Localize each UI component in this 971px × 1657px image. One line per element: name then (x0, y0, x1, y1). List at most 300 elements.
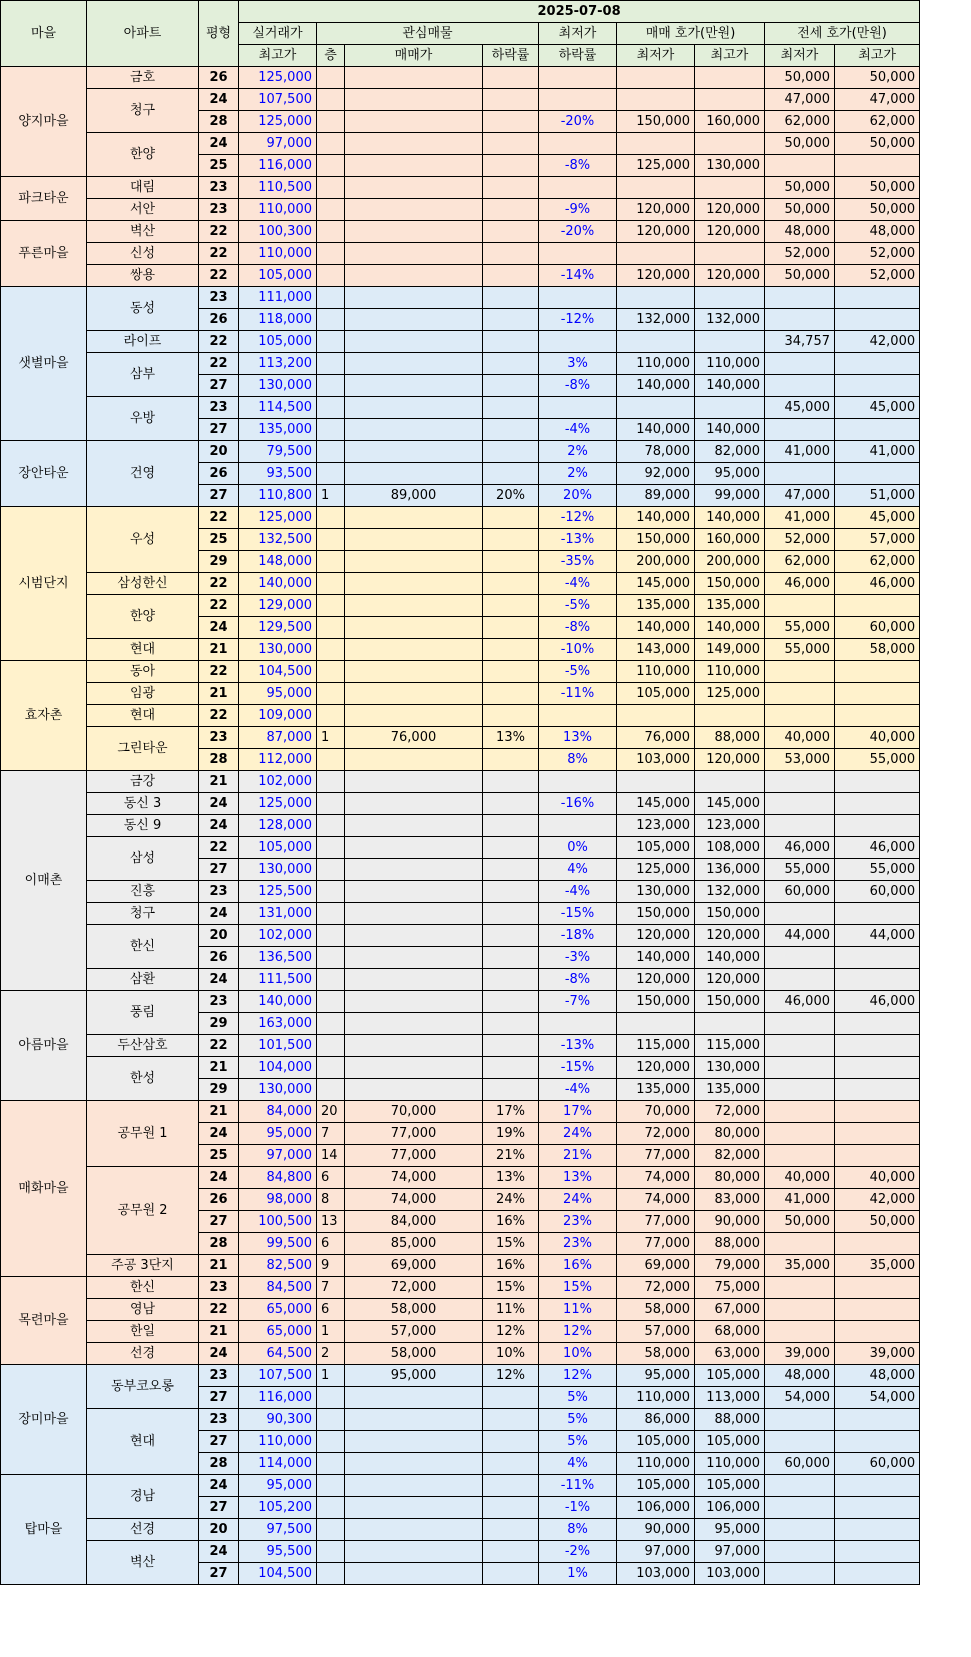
cell-floor (317, 771, 345, 793)
cell-sale-price (345, 419, 483, 441)
cell-drop-rate: 10% (483, 1343, 539, 1365)
cell-floor (317, 419, 345, 441)
table-row (1, 793, 920, 815)
cell-sale-price (345, 199, 483, 221)
cell-jeonse-min: 44,000 (765, 925, 835, 947)
cell-floor (317, 89, 345, 111)
cell-drop-rate: 13% (483, 1167, 539, 1189)
cell-floor (317, 265, 345, 287)
cell-sale-max: 150,000 (695, 573, 765, 595)
cell-sale-min: 140,000 (617, 507, 695, 529)
cell-size: 22 (199, 573, 239, 595)
table-row (1, 1409, 920, 1431)
cell-sale-max: 82,000 (695, 1145, 765, 1167)
cell-floor (317, 353, 345, 375)
cell-sale-max: 103,000 (695, 1563, 765, 1585)
header-jeonse-min: 최저가 (765, 45, 835, 67)
cell-size: 24 (199, 815, 239, 837)
cell-sale-price (345, 617, 483, 639)
cell-floor: 6 (317, 1299, 345, 1321)
cell-jeonse-max: 54,000 (835, 1387, 920, 1409)
cell-sale-price (345, 1013, 483, 1035)
cell-size: 24 (199, 903, 239, 925)
cell-lowest-drop: 1% (539, 1563, 617, 1585)
cell-size: 24 (199, 969, 239, 991)
table-row (1, 705, 920, 727)
cell-drop-rate: 15% (483, 1277, 539, 1299)
cell-sale-min: 145,000 (617, 573, 695, 595)
cell-sale-min: 74,000 (617, 1189, 695, 1211)
village-name: 효자촌 (1, 661, 87, 771)
apartment-name: 영남 (87, 1299, 199, 1321)
apartment-name: 선경 (87, 1519, 199, 1541)
apartment-name: 풍림 (87, 991, 199, 1035)
cell-sale-min: 110,000 (617, 1387, 695, 1409)
cell-drop-rate: 12% (483, 1321, 539, 1343)
cell-floor (317, 1409, 345, 1431)
cell-actual-max: 140,000 (239, 573, 317, 595)
cell-size: 29 (199, 1013, 239, 1035)
cell-sale-min: 105,000 (617, 1431, 695, 1453)
cell-sale-min: 77,000 (617, 1233, 695, 1255)
table-row (1, 1321, 920, 1343)
cell-sale-min: 135,000 (617, 595, 695, 617)
cell-sale-max: 106,000 (695, 1497, 765, 1519)
cell-jeonse-min: 55,000 (765, 859, 835, 881)
cell-drop-rate (483, 89, 539, 111)
apartment-name: 건영 (87, 441, 199, 507)
cell-jeonse-max (835, 1145, 920, 1167)
cell-jeonse-min: 53,000 (765, 749, 835, 771)
cell-floor: 1 (317, 727, 345, 749)
cell-size: 28 (199, 749, 239, 771)
cell-sale-price (345, 595, 483, 617)
cell-floor (317, 221, 345, 243)
cell-size: 29 (199, 551, 239, 573)
cell-actual-max: 130,000 (239, 639, 317, 661)
cell-sale-min: 110,000 (617, 661, 695, 683)
cell-sale-min: 110,000 (617, 353, 695, 375)
cell-jeonse-min: 45,000 (765, 397, 835, 419)
cell-jeonse-min: 47,000 (765, 485, 835, 507)
cell-sale-price (345, 749, 483, 771)
apartment-name: 한양 (87, 595, 199, 639)
cell-lowest-drop: -8% (539, 375, 617, 397)
cell-sale-max: 90,000 (695, 1211, 765, 1233)
cell-jeonse-max: 45,000 (835, 397, 920, 419)
cell-sale-min: 72,000 (617, 1123, 695, 1145)
cell-drop-rate (483, 529, 539, 551)
cell-actual-max: 111,000 (239, 287, 317, 309)
cell-actual-max: 135,000 (239, 419, 317, 441)
cell-sale-price (345, 331, 483, 353)
cell-actual-max: 82,500 (239, 1255, 317, 1277)
cell-lowest-drop: -8% (539, 617, 617, 639)
apartment-name: 라이프 (87, 331, 199, 353)
cell-actual-max: 104,000 (239, 1057, 317, 1079)
cell-floor (317, 375, 345, 397)
cell-drop-rate (483, 1475, 539, 1497)
apartment-name: 금호 (87, 67, 199, 89)
cell-jeonse-max: 52,000 (835, 265, 920, 287)
cell-sale-price (345, 221, 483, 243)
cell-size: 25 (199, 529, 239, 551)
cell-actual-max: 114,000 (239, 1453, 317, 1475)
cell-actual-max: 79,500 (239, 441, 317, 463)
cell-floor (317, 991, 345, 1013)
apartment-name: 금강 (87, 771, 199, 793)
cell-sale-price (345, 463, 483, 485)
cell-actual-max: 95,000 (239, 1123, 317, 1145)
cell-size: 24 (199, 1541, 239, 1563)
cell-actual-max: 130,000 (239, 375, 317, 397)
table-row (1, 1365, 920, 1387)
cell-actual-max: 95,000 (239, 1475, 317, 1497)
cell-jeonse-min (765, 1101, 835, 1123)
cell-floor (317, 1541, 345, 1563)
cell-actual-max: 87,000 (239, 727, 317, 749)
table-row (1, 815, 920, 837)
cell-floor: 1 (317, 1365, 345, 1387)
cell-drop-rate: 15% (483, 1233, 539, 1255)
cell-size: 23 (199, 881, 239, 903)
cell-jeonse-min (765, 793, 835, 815)
cell-floor (317, 155, 345, 177)
cell-size: 22 (199, 1299, 239, 1321)
village-name: 이매촌 (1, 771, 87, 991)
cell-sale-min: 140,000 (617, 419, 695, 441)
cell-jeonse-max (835, 1057, 920, 1079)
cell-actual-max: 93,500 (239, 463, 317, 485)
cell-jeonse-min: 50,000 (765, 67, 835, 89)
cell-lowest-drop: -7% (539, 991, 617, 1013)
cell-drop-rate (483, 1035, 539, 1057)
cell-sale-min: 110,000 (617, 1453, 695, 1475)
cell-drop-rate (483, 793, 539, 815)
cell-sale-price (345, 1409, 483, 1431)
cell-jeonse-min (765, 1079, 835, 1101)
cell-lowest-drop: -3% (539, 947, 617, 969)
cell-jeonse-max (835, 155, 920, 177)
cell-actual-max: 116,000 (239, 1387, 317, 1409)
cell-jeonse-max (835, 1299, 920, 1321)
cell-sale-max (695, 397, 765, 419)
cell-sale-max: 140,000 (695, 947, 765, 969)
cell-jeonse-max: 50,000 (835, 1211, 920, 1233)
cell-sale-max: 115,000 (695, 1035, 765, 1057)
cell-actual-max: 136,500 (239, 947, 317, 969)
cell-drop-rate (483, 639, 539, 661)
cell-sale-price (345, 529, 483, 551)
cell-jeonse-max (835, 287, 920, 309)
cell-lowest-drop (539, 397, 617, 419)
cell-drop-rate (483, 1497, 539, 1519)
table-row (1, 1541, 920, 1563)
cell-floor: 7 (317, 1123, 345, 1145)
cell-jeonse-max (835, 595, 920, 617)
cell-sale-price (345, 837, 483, 859)
table-row (1, 67, 920, 89)
cell-actual-max: 99,500 (239, 1233, 317, 1255)
cell-floor (317, 67, 345, 89)
cell-size: 23 (199, 397, 239, 419)
cell-sale-price: 69,000 (345, 1255, 483, 1277)
cell-jeonse-min: 41,000 (765, 1189, 835, 1211)
cell-sale-max (695, 331, 765, 353)
apartment-name: 동신 3 (87, 793, 199, 815)
cell-sale-price (345, 1519, 483, 1541)
cell-sale-price (345, 969, 483, 991)
cell-sale-price: 58,000 (345, 1343, 483, 1365)
cell-sale-min: 74,000 (617, 1167, 695, 1189)
cell-lowest-drop: 10% (539, 1343, 617, 1365)
cell-jeonse-max: 57,000 (835, 529, 920, 551)
cell-lowest-drop: -2% (539, 1541, 617, 1563)
cell-floor: 6 (317, 1167, 345, 1189)
cell-size: 27 (199, 1387, 239, 1409)
cell-lowest-drop (539, 243, 617, 265)
table-row (1, 1277, 920, 1299)
cell-sale-max: 97,000 (695, 1541, 765, 1563)
cell-lowest-drop: -16% (539, 793, 617, 815)
cell-size: 23 (199, 1277, 239, 1299)
cell-lowest-drop (539, 67, 617, 89)
cell-sale-price (345, 771, 483, 793)
cell-size: 27 (199, 419, 239, 441)
cell-jeonse-min: 50,000 (765, 1211, 835, 1233)
cell-lowest-drop: 8% (539, 749, 617, 771)
cell-sale-min: 200,000 (617, 551, 695, 573)
cell-jeonse-min: 60,000 (765, 881, 835, 903)
cell-size: 27 (199, 1497, 239, 1519)
cell-jeonse-min: 54,000 (765, 1387, 835, 1409)
cell-actual-max: 101,500 (239, 1035, 317, 1057)
cell-actual-max: 125,000 (239, 67, 317, 89)
cell-lowest-drop: 4% (539, 1453, 617, 1475)
cell-floor (317, 529, 345, 551)
cell-sale-min: 125,000 (617, 155, 695, 177)
cell-sale-price (345, 1453, 483, 1475)
cell-sale-min (617, 133, 695, 155)
table-row (1, 133, 920, 155)
cell-floor (317, 177, 345, 199)
cell-size: 22 (199, 353, 239, 375)
cell-lowest-drop: 8% (539, 1519, 617, 1541)
cell-size: 24 (199, 89, 239, 111)
cell-jeonse-max: 46,000 (835, 991, 920, 1013)
cell-sale-price: 74,000 (345, 1167, 483, 1189)
cell-sale-max: 88,000 (695, 727, 765, 749)
cell-sale-min (617, 89, 695, 111)
cell-sale-price: 76,000 (345, 727, 483, 749)
cell-floor (317, 111, 345, 133)
cell-jeonse-min (765, 595, 835, 617)
header-actual-price: 실거래가 (239, 23, 317, 45)
apartment-name: 공무원 1 (87, 1101, 199, 1167)
cell-jeonse-max: 40,000 (835, 1167, 920, 1189)
cell-drop-rate: 12% (483, 1365, 539, 1387)
cell-actual-max: 130,000 (239, 1079, 317, 1101)
apartment-name: 진흥 (87, 881, 199, 903)
cell-sale-max (695, 1013, 765, 1035)
cell-lowest-drop: -20% (539, 111, 617, 133)
cell-actual-max: 97,000 (239, 133, 317, 155)
cell-drop-rate (483, 903, 539, 925)
cell-sale-max: 140,000 (695, 507, 765, 529)
cell-sale-min: 143,000 (617, 639, 695, 661)
cell-sale-max: 200,000 (695, 551, 765, 573)
cell-jeonse-max (835, 1409, 920, 1431)
table-row (1, 221, 920, 243)
cell-drop-rate (483, 925, 539, 947)
cell-size: 28 (199, 1453, 239, 1475)
cell-sale-max: 99,000 (695, 485, 765, 507)
cell-floor (317, 463, 345, 485)
cell-drop-rate (483, 617, 539, 639)
apartment-name: 현대 (87, 705, 199, 727)
table-row (1, 573, 920, 595)
cell-lowest-drop: 24% (539, 1123, 617, 1145)
apartment-name: 한양 (87, 133, 199, 177)
cell-jeonse-min: 50,000 (765, 177, 835, 199)
cell-sale-min: 132,000 (617, 309, 695, 331)
header-size: 평형 (199, 1, 239, 67)
cell-floor (317, 639, 345, 661)
apartment-name: 벽산 (87, 1541, 199, 1585)
cell-drop-rate (483, 705, 539, 727)
cell-size: 21 (199, 683, 239, 705)
cell-sale-price (345, 309, 483, 331)
cell-jeonse-max: 44,000 (835, 925, 920, 947)
cell-drop-rate (483, 837, 539, 859)
cell-jeonse-max (835, 463, 920, 485)
cell-sale-max: 80,000 (695, 1123, 765, 1145)
cell-floor: 20 (317, 1101, 345, 1123)
cell-jeonse-min: 35,000 (765, 1255, 835, 1277)
cell-floor (317, 551, 345, 573)
cell-lowest-drop: -11% (539, 683, 617, 705)
table-row (1, 199, 920, 221)
cell-jeonse-max: 50,000 (835, 199, 920, 221)
cell-jeonse-max: 51,000 (835, 485, 920, 507)
cell-jeonse-max: 47,000 (835, 89, 920, 111)
cell-jeonse-min: 47,000 (765, 89, 835, 111)
cell-drop-rate (483, 661, 539, 683)
cell-jeonse-max: 60,000 (835, 881, 920, 903)
cell-jeonse-min (765, 1541, 835, 1563)
cell-jeonse-max: 62,000 (835, 111, 920, 133)
cell-drop-rate (483, 771, 539, 793)
cell-jeonse-min: 41,000 (765, 441, 835, 463)
cell-lowest-drop: -15% (539, 903, 617, 925)
cell-floor: 8 (317, 1189, 345, 1211)
table-row (1, 1475, 920, 1497)
cell-sale-price (345, 815, 483, 837)
cell-jeonse-max: 41,000 (835, 441, 920, 463)
village-name: 양지마을 (1, 67, 87, 177)
table-row (1, 441, 920, 463)
cell-jeonse-max (835, 1541, 920, 1563)
apartment-name: 서안 (87, 199, 199, 221)
apartment-name: 삼환 (87, 969, 199, 991)
cell-lowest-drop: 24% (539, 1189, 617, 1211)
table-row (1, 1101, 920, 1123)
cell-actual-max: 105,000 (239, 837, 317, 859)
cell-sale-price (345, 265, 483, 287)
cell-drop-rate (483, 1387, 539, 1409)
cell-size: 22 (199, 837, 239, 859)
cell-jeonse-min (765, 1123, 835, 1145)
cell-sale-price (345, 661, 483, 683)
cell-size: 21 (199, 771, 239, 793)
cell-drop-rate (483, 353, 539, 375)
table-row (1, 925, 920, 947)
cell-jeonse-min: 46,000 (765, 573, 835, 595)
cell-jeonse-max: 50,000 (835, 133, 920, 155)
cell-jeonse-max (835, 419, 920, 441)
cell-sale-max: 140,000 (695, 375, 765, 397)
apartment-name: 한신 (87, 1277, 199, 1299)
cell-lowest-drop: 17% (539, 1101, 617, 1123)
cell-actual-max: 129,500 (239, 617, 317, 639)
cell-jeonse-max (835, 947, 920, 969)
cell-size: 25 (199, 155, 239, 177)
cell-actual-max: 105,000 (239, 265, 317, 287)
cell-sale-min: 120,000 (617, 969, 695, 991)
cell-lowest-drop: -4% (539, 881, 617, 903)
cell-actual-max: 131,000 (239, 903, 317, 925)
cell-size: 23 (199, 1409, 239, 1431)
cell-jeonse-max: 39,000 (835, 1343, 920, 1365)
cell-sale-max: 150,000 (695, 991, 765, 1013)
cell-sale-price (345, 793, 483, 815)
cell-size: 21 (199, 1101, 239, 1123)
cell-floor: 1 (317, 485, 345, 507)
cell-size: 21 (199, 1255, 239, 1277)
table-row (1, 903, 920, 925)
cell-jeonse-max (835, 1101, 920, 1123)
cell-sale-max: 125,000 (695, 683, 765, 705)
cell-jeonse-min: 60,000 (765, 1453, 835, 1475)
cell-jeonse-max: 52,000 (835, 243, 920, 265)
cell-jeonse-max (835, 815, 920, 837)
cell-sale-max (695, 243, 765, 265)
cell-jeonse-min (765, 969, 835, 991)
cell-size: 22 (199, 243, 239, 265)
cell-actual-max: 129,000 (239, 595, 317, 617)
cell-lowest-drop: 12% (539, 1365, 617, 1387)
cell-floor (317, 1057, 345, 1079)
cell-sale-price (345, 375, 483, 397)
cell-floor (317, 243, 345, 265)
cell-sale-max: 135,000 (695, 1079, 765, 1101)
cell-size: 24 (199, 1475, 239, 1497)
cell-sale-max: 160,000 (695, 529, 765, 551)
cell-size: 29 (199, 1079, 239, 1101)
cell-sale-price (345, 903, 483, 925)
cell-size: 27 (199, 485, 239, 507)
table-row (1, 287, 920, 309)
cell-sale-max: 105,000 (695, 1431, 765, 1453)
cell-floor (317, 683, 345, 705)
cell-sale-price (345, 573, 483, 595)
cell-lowest-drop: 21% (539, 1145, 617, 1167)
cell-actual-max: 90,300 (239, 1409, 317, 1431)
cell-actual-max: 84,800 (239, 1167, 317, 1189)
cell-actual-max: 110,000 (239, 199, 317, 221)
cell-size: 23 (199, 727, 239, 749)
cell-size: 22 (199, 705, 239, 727)
